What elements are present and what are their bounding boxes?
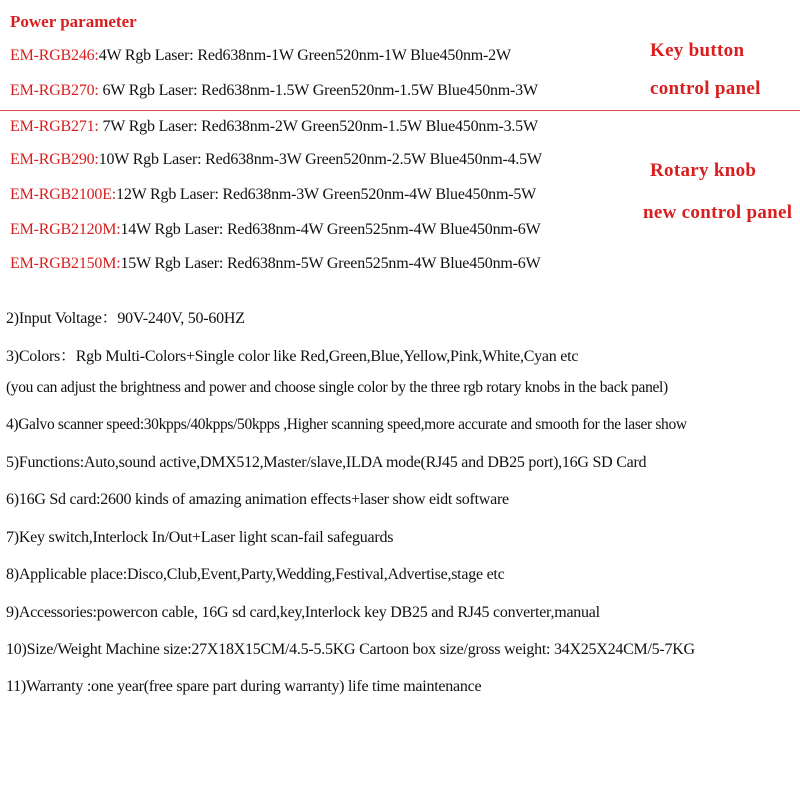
model-spec: 15W Rgb Laser: Red638nm-5W Green525nm-4W Blue450nm-6W: [120, 255, 541, 272]
key-button-panel-label: control panel: [650, 78, 761, 99]
model-row: [10, 118, 538, 136]
model-code: EM-RGB2150M:: [10, 255, 121, 272]
page-title: Power parameter: [10, 12, 137, 31]
model-code: EM-RGB290:: [10, 151, 99, 168]
model-row: [10, 255, 541, 273]
spec-key-switch: 7)Key switch,Interlock In/Out+Laser light scan-fail safeguards: [6, 529, 394, 546]
section-divider: [0, 110, 800, 111]
model-spec: 7W Rgb Laser: Red638nm-2W Green520nm-1.5W Blue450nm-3.5W: [98, 118, 538, 135]
model-row: [10, 82, 538, 100]
model-spec: 4W Rgb Laser: Red638nm-1W Green520nm-1W Blue450nm-2W: [98, 47, 511, 64]
model-code: EM-RGB270:: [10, 82, 99, 99]
model-code: EM-RGB2120M:: [10, 221, 121, 238]
spec-warranty: 11)Warranty :one year(free spare part during warranty) life time maintenance: [6, 678, 482, 695]
spec-size-weight: 10)Size/Weight Machine size:27X18X15CM/4.5-5.5KG Cartoon box size/gross weight: 34X25X24CM/5-7KG: [6, 641, 695, 658]
model-spec: 6W Rgb Laser: Red638nm-1.5W Green520nm-1.5W Blue450nm-3W: [98, 82, 538, 99]
spec-galvo-speed: 4)Galvo scanner speed:30kpps/40kpps/50kpps ,Higher scanning speed,more accurate and smooth for the laser show: [6, 416, 687, 433]
model-code: EM-RGB271:: [10, 118, 99, 135]
model-row: [10, 47, 511, 65]
model-code: EM-RGB246:: [10, 47, 99, 64]
spec-colors-note: (you can adjust the brightness and power and choose single color by the three rgb rotary knobs in the back panel): [6, 379, 668, 396]
spec-accessories: 9)Accessories:powercon cable, 16G sd card,key,Interlock key DB25 and RJ45 converter,manual: [6, 604, 600, 621]
spec-sd-card: 6)16G Sd card:2600 kinds of amazing animation effects+laser show eidt software: [6, 491, 509, 508]
spec-functions: 5)Functions:Auto,sound active,DMX512,Master/slave,ILDA mode(RJ45 and DB25 port),16G SD Card: [6, 454, 647, 471]
model-row: [10, 151, 542, 169]
rotary-knob-label: Rotary knob: [650, 160, 757, 181]
model-spec: 10W Rgb Laser: Red638nm-3W Green520nm-2.5W Blue450nm-4.5W: [98, 151, 542, 168]
model-row: [10, 186, 536, 204]
model-row: [10, 221, 541, 239]
spec-applicable-place: 8)Applicable place:Disco,Club,Event,Party,Wedding,Festival,Advertise,stage etc: [6, 566, 505, 583]
model-code: EM-RGB2100E:: [10, 186, 117, 203]
rotary-panel-label: new control panel: [643, 202, 793, 223]
model-spec: 12W Rgb Laser: Red638nm-3W Green520nm-4W Blue450nm-5W: [116, 186, 537, 203]
spec-colors: 3)Colors：Rgb Multi-Colors+Single color like Red,Green,Blue,Yellow,Pink,White,Cyan etc: [6, 348, 579, 365]
model-spec: 14W Rgb Laser: Red638nm-4W Green525nm-4W Blue450nm-6W: [120, 221, 541, 238]
key-button-label: Key button: [650, 40, 745, 61]
spec-input-voltage: 2)Input Voltage：90V-240V, 50-60HZ: [6, 310, 245, 327]
